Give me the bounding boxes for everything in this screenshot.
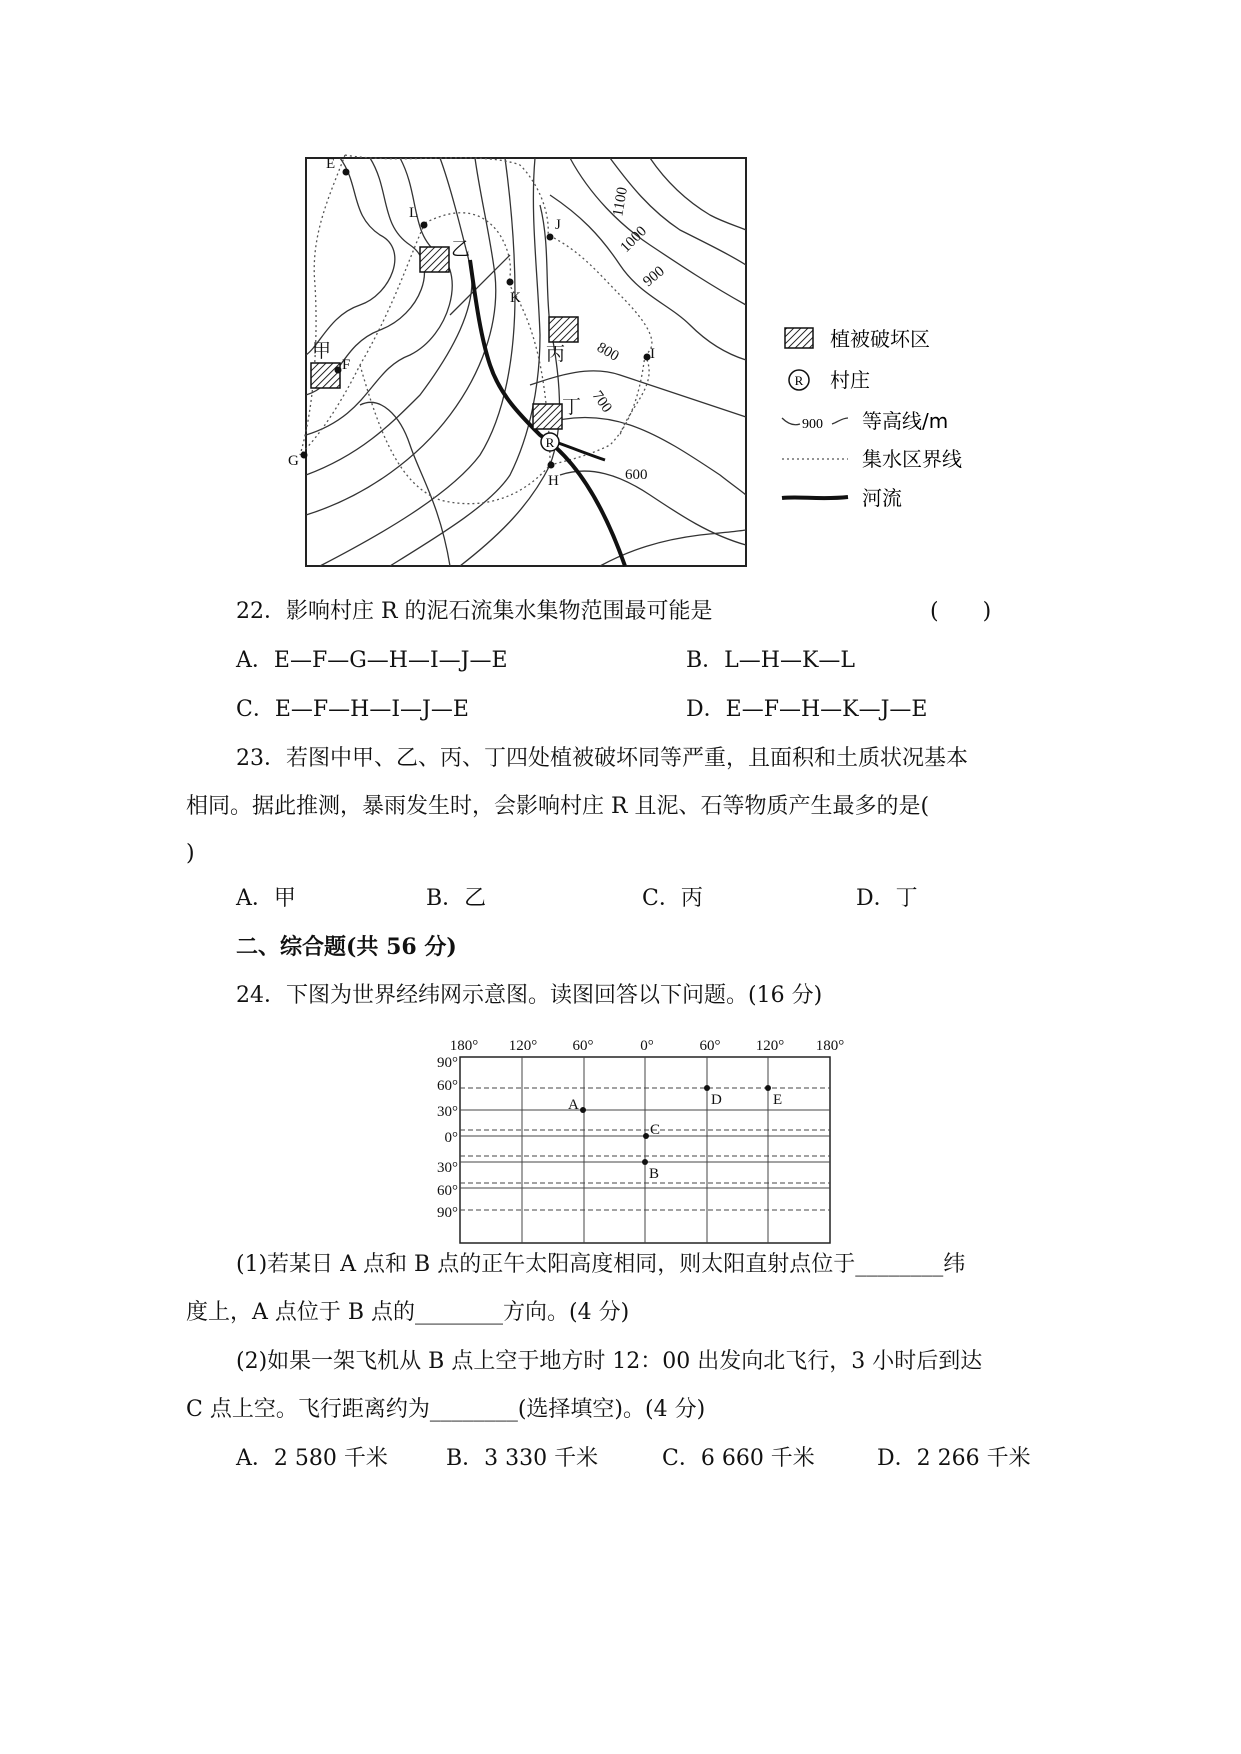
legend-village-label: 村庄 — [830, 368, 870, 392]
q24-part2-option-d: D．2 266 千米 — [877, 1446, 1031, 1471]
q22-bracket: ( ) — [930, 599, 992, 624]
lat-label-3: 0° — [444, 1130, 458, 1146]
lon-label-6: 180° — [815, 1038, 845, 1054]
point-label-k: K — [510, 290, 521, 306]
zone-yi-label: 乙 — [451, 239, 471, 260]
grid-point-a — [580, 1107, 586, 1113]
lat-label-2: 30° — [437, 1104, 458, 1120]
q22-option-c: C．E—F—H—I—J—E — [236, 697, 469, 722]
contour-label-1000: 1000 — [617, 223, 651, 256]
q24-part1-line2: 度上，A 点位于 B 点的________方向。(4 分) — [186, 1300, 630, 1325]
lon-label-5: 120° — [755, 1038, 785, 1054]
zone-bing-label: 丙 — [546, 344, 566, 365]
q23-option-c: C．丙 — [642, 886, 703, 911]
legend-vegetation-label: 植被破坏区 — [830, 327, 930, 351]
zone-yi-box — [420, 247, 449, 272]
zone-jia-label: 甲 — [312, 341, 332, 362]
q22-option-b: B．L—H—K—L — [686, 648, 856, 673]
zone-bing-box — [549, 317, 578, 342]
zone-ding-label: 丁 — [562, 397, 582, 418]
point-label-l: L — [409, 205, 419, 221]
lat-label-4: 30° — [437, 1160, 458, 1176]
grid-point-d — [704, 1085, 710, 1091]
q22-option-d: D．E—F—H—K—J—E — [686, 697, 928, 722]
lat-label-1: 60° — [437, 1078, 458, 1094]
grid-point-b — [642, 1159, 648, 1165]
lon-label-1: 120° — [508, 1038, 538, 1054]
q22-option-a: A．E—F—G—H—I—J—E — [236, 648, 508, 673]
legend-watershed-label: 集水区界线 — [862, 447, 962, 471]
q23-option-a: A．甲 — [236, 886, 296, 911]
lat-label-0: 90° — [437, 1055, 458, 1071]
legend-village-symbol-letter: R — [794, 373, 804, 388]
q23-line2: 相同。据此推测，暴雨发生时，会影响村庄 R 且泥、石等物质产生最多的是( — [186, 794, 930, 819]
legend-contour-line-right — [832, 418, 848, 424]
grid-label-d: D — [711, 1092, 722, 1108]
section-2-heading: 二、综合题(共 56 分) — [236, 934, 457, 960]
q23-option-b: B．乙 — [426, 886, 487, 911]
grid-label-a: A — [568, 1097, 579, 1113]
point-label-h: H — [548, 473, 559, 489]
zone-jia-box — [311, 363, 340, 388]
q22-stem: 22．影响村庄 R 的泥石流集水集物范围最可能是 — [236, 599, 713, 624]
lat-label-6: 90° — [437, 1205, 458, 1221]
q23-option-d: D．丁 — [856, 886, 918, 911]
grid-label-b: B — [649, 1166, 660, 1182]
legend-vegetation-swatch — [785, 328, 813, 348]
grid-label-e: E — [773, 1092, 783, 1108]
contour-label-800: 800 — [594, 339, 622, 365]
legend-river-label: 河流 — [862, 486, 902, 510]
contour-label-600: 600 — [625, 467, 648, 483]
q24-stem: 24．下图为世界经纬网示意图。读图回答以下问题。(16 分) — [236, 983, 823, 1008]
map-legend — [780, 320, 990, 520]
point-label-e: E — [326, 156, 336, 172]
grid-point-c — [643, 1133, 649, 1139]
graticule-diagram — [420, 1030, 860, 1220]
q24-part1-line1: (1)若某日 A 点和 B 点的正午太阳高度相同，则太阳直射点位于________纬 — [236, 1252, 966, 1277]
point-label-i: I — [650, 346, 655, 362]
legend-contour-sample: 900 — [802, 417, 823, 432]
zone-ding-box — [533, 404, 562, 429]
lon-label-0: 180° — [449, 1038, 479, 1054]
grid-label-c: C — [650, 1122, 661, 1138]
legend-contour-label: 等高线/m — [862, 409, 949, 433]
lon-label-2: 60° — [572, 1038, 594, 1054]
village-symbol-label: R — [545, 435, 555, 450]
point-label-g: G — [288, 453, 299, 469]
legend-contour-line-left — [782, 418, 800, 425]
q24-part2-option-c: C．6 660 千米 — [662, 1446, 815, 1471]
contour-label-1100: 1100 — [610, 185, 632, 218]
lat-label-5: 60° — [437, 1183, 458, 1199]
contour-label-700: 700 — [588, 388, 615, 416]
q23-line1: 23．若图中甲、乙、丙、丁四处植被破坏同等严重，且面积和土质状况基本 — [236, 746, 968, 771]
legend-river-line — [782, 497, 848, 498]
contour-label-900: 900 — [640, 263, 668, 291]
q23-line3: ) — [186, 841, 195, 866]
q24-part2-option-a: A．2 580 千米 — [236, 1446, 388, 1471]
lon-label-4: 60° — [699, 1038, 721, 1054]
lon-label-3: 0° — [640, 1038, 654, 1054]
grid-point-e — [765, 1085, 771, 1091]
q24-part2-line2: C 点上空。飞行距离约为________(选择填空)。(4 分) — [186, 1397, 706, 1422]
topographic-map — [288, 155, 750, 570]
point-label-j: J — [555, 217, 561, 233]
point-label-f: F — [342, 357, 351, 373]
q24-part2-line1: (2)如果一架飞机从 B 点上空于地方时 12：00 出发向北飞行，3 小时后到达 — [236, 1349, 983, 1374]
q24-part2-option-b: B．3 330 千米 — [446, 1446, 599, 1471]
